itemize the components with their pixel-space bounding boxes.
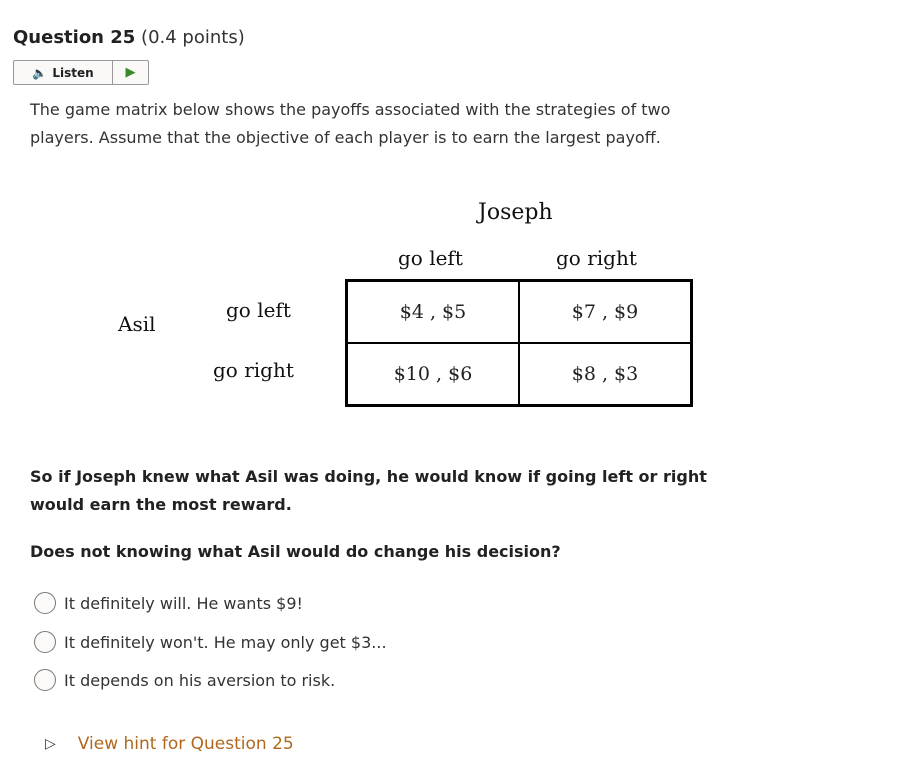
prompt-text: Does not knowing what Asil would do change his decision?: [30, 542, 561, 561]
row-header-left: go left: [226, 298, 291, 322]
payoff-cell: $10 , $6: [347, 343, 520, 406]
payoff-cell: $7 , $9: [519, 281, 692, 344]
hint-label: View hint for Question 25: [77, 734, 294, 754]
option-2[interactable]: [34, 631, 387, 653]
view-hint-link[interactable]: [45, 734, 294, 754]
payoff-matrix: [345, 279, 693, 407]
option-1[interactable]: [34, 592, 303, 614]
col-header-right: go right: [556, 246, 637, 270]
intro-text: The game matrix below shows the payoffs associated with the strategies of two players. Assume that the objective of each player is to earn the largest payoff.: [30, 100, 671, 147]
listen-label: Listen: [52, 65, 94, 80]
question-title: [13, 27, 245, 48]
question-number: Question 25: [13, 27, 136, 48]
payoff-cell: $4 , $5: [347, 281, 520, 344]
option-label: It definitely won't. He may only get $3...: [64, 632, 387, 652]
radio-button[interactable]: [34, 631, 56, 653]
column-player: Joseph: [478, 200, 553, 225]
row-header-right: go right: [213, 358, 294, 382]
row-player: Asil: [118, 312, 156, 336]
radio-button[interactable]: [34, 669, 56, 691]
listen-button[interactable]: [14, 61, 113, 84]
option-label: It definitely will. He wants $9!: [64, 593, 303, 613]
play-icon: ▶: [125, 65, 136, 80]
play-button[interactable]: [113, 61, 148, 84]
option-label: It depends on his aversion to risk.: [64, 670, 336, 690]
col-header-left: go left: [398, 246, 463, 270]
radio-button[interactable]: [34, 592, 56, 614]
payoff-cell: $8 , $3: [519, 343, 692, 406]
option-3[interactable]: [34, 669, 335, 691]
statement-text: So if Joseph knew what Asil was doing, he would know if going left or right would earn the most reward.: [30, 467, 707, 514]
question-points: (0.4 points): [141, 27, 245, 48]
listen-widget: [13, 60, 149, 85]
speaker-icon: 🔈: [32, 65, 48, 80]
triangle-right-icon: ▷: [45, 736, 56, 752]
